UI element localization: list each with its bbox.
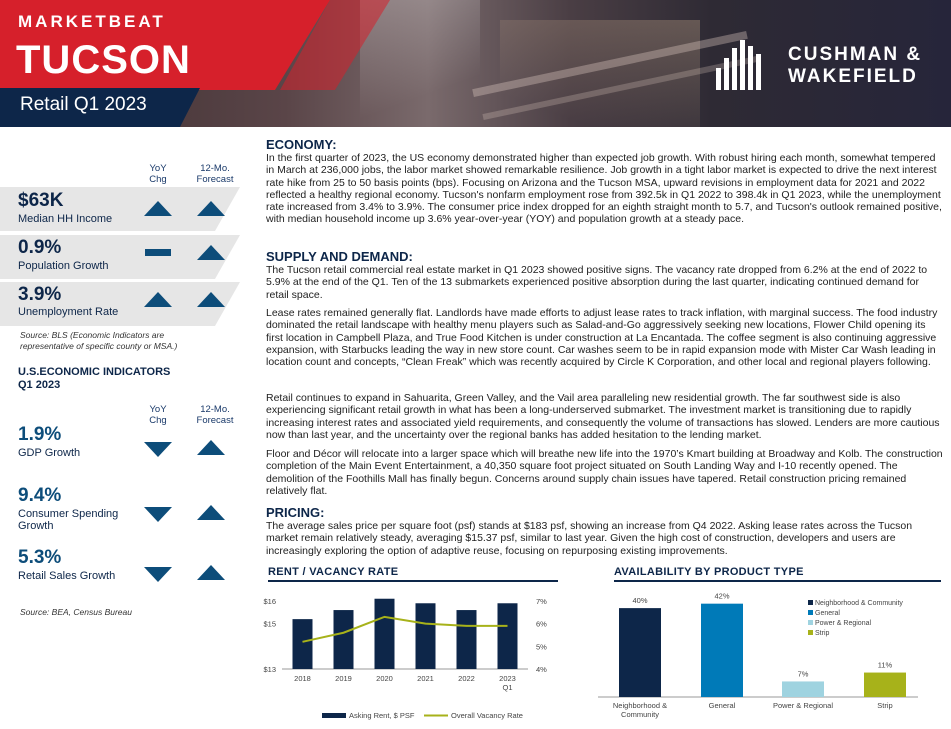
- econ-value: 9.4%: [18, 485, 62, 506]
- economy-paragraph: In the first quarter of 2023, the US economy demonstrated higher than expected job growth. With robust hiring each month, somewhat tempered in March at 236,000 jobs, the labor market showed remarkable resilience. Job growth in a tight labor market is expected to drive the next interest rate hike from 25 to 50 basis points (bps). Focusing on Arizona and the Tucson MSA, upward revisions in employment data for 2021 and 2022 reflected a healthy regional economy. Tucson's nonfarm employment rose from 392.5k in Q1 2022 to 398.4k in Q1 2023, while the unemployment rate increased from 3.4% to 3.9%. The consumer price index dropped for an eighth straight month to 5.7, and Tucson's outlook remained positive, with median household income up 3.6% year-over-year (YOY) and population growth at a steady pace.: [266, 152, 942, 226]
- econ-value: 5.3%: [18, 547, 62, 568]
- legend-swatch: [808, 600, 813, 605]
- legend-swatch: [808, 620, 813, 625]
- arrow-up-icon: [197, 565, 225, 580]
- legend-label: Strip: [815, 630, 830, 637]
- arrow-up-icon: [144, 201, 172, 216]
- indicator-label: Median HH Income: [18, 213, 113, 225]
- col-head-yoy: YoY Chg: [149, 163, 167, 185]
- indicator-label: Unemployment Rate: [18, 306, 119, 318]
- availability-bar: [701, 604, 743, 697]
- logo-text-line1: CUSHMAN &: [788, 44, 923, 65]
- legend-label-vacancy: Overall Vacancy Rate: [451, 711, 523, 720]
- y-left-tick-label: $16: [263, 597, 276, 606]
- econ-label: GDP Growth: [18, 447, 81, 459]
- legend-swatch-rent: [322, 713, 346, 718]
- chart-title-availability: AVAILABILITY BY PRODUCT TYPE: [614, 566, 804, 578]
- availability-bar: [864, 673, 906, 697]
- y-right-tick-label: 4%: [536, 665, 547, 674]
- report-subtitle: Retail Q1 2023: [20, 94, 147, 115]
- indicator-value: 3.9%: [18, 284, 62, 305]
- x-tick-label: Strip: [877, 701, 893, 710]
- us-indicators-title: U.S.ECONOMIC INDICATORS: [18, 366, 171, 378]
- data-label: 11%: [877, 660, 893, 670]
- econ-value: 1.9%: [18, 424, 62, 445]
- vacancy-line: [303, 617, 508, 642]
- x-tick-label: Neighborhood &: [612, 701, 668, 710]
- section-title-economy: ECONOMY:: [266, 137, 337, 152]
- data-label: 7%: [797, 669, 809, 679]
- arrow-down-icon: [144, 567, 172, 582]
- supply-paragraph-3: Retail continues to expand in Sahuarita, Green Valley, and the Vail area paralleling new residential growth. The far southwest side is also experiencing significant retail growth in what has been a long-underserved submarket. The investment market is transitioning due to rapidly increasing interest rates and associated yield requirements, and consequently the volume of transactions has slowed. Lenders are more cautious now than last year, and the uncertainty over the regional banks has added hesitation to the lending market.: [266, 392, 940, 441]
- arrow-up-icon: [197, 440, 225, 455]
- y-right-tick-label: 6%: [536, 619, 547, 629]
- x-tick-label: Community: [621, 710, 659, 719]
- indicator-value: 0.9%: [18, 237, 62, 258]
- indicator-label: Population Growth: [18, 260, 109, 272]
- legend-label: General: [815, 610, 840, 617]
- col-head-yoy: YoY Chg: [149, 404, 167, 426]
- legend-label: Neighborhood & Community: [815, 600, 903, 607]
- rent-bar: [416, 603, 436, 669]
- logo-text-line2: WAKEFIELD: [788, 66, 918, 87]
- chart-title-rent-vacancy: RENT / VACANCY RATE: [268, 566, 399, 578]
- x-tick-label: General: [708, 701, 736, 710]
- arrow-up-icon: [144, 292, 172, 307]
- x-tick-label: 2019: [335, 674, 352, 683]
- y-right-tick-label: 7%: [536, 597, 547, 606]
- legend-swatch: [808, 630, 813, 635]
- source-note: Source: BEA, Census Bureau: [20, 607, 132, 617]
- availability-bar: [782, 681, 824, 697]
- legend-label-rent: Asking Rent, $ PSF: [349, 711, 415, 720]
- availability-chart: [598, 585, 951, 729]
- header-banner: [0, 0, 951, 127]
- rent-bar: [293, 619, 313, 669]
- data-label: 40%: [632, 596, 648, 606]
- col-head-forecast: 12-Mo. Forecast: [196, 404, 234, 426]
- arrow-up-icon: [197, 292, 225, 307]
- data-label: 42%: [714, 591, 730, 601]
- pricing-paragraph: The average sales price per square foot (psf) stands at $183 psf, showing an increase from Q4 2022. Asking lease rates across the Tucson market remain relatively steady, averaging $15.37 psf, similar to last year. Given the high cost of construction, developers and users are increasingly exploring the option of adaptive reuse, focusing on repurposing existing improvements.: [266, 520, 913, 557]
- x-tick-label: Power & Regional: [772, 701, 834, 710]
- rent-bar: [498, 603, 518, 669]
- cushman-wakefield-logo: [712, 40, 942, 90]
- econ-label: Consumer Spending Growth: [18, 508, 119, 532]
- availability-bar: [619, 608, 661, 697]
- arrow-up-icon: [197, 245, 225, 260]
- legend-swatch: [808, 610, 813, 615]
- rent-vacancy-chart: [258, 585, 568, 729]
- flat-dash-icon: [145, 249, 171, 256]
- y-left-tick-label: $15: [263, 619, 276, 629]
- us-indicators-subtitle: Q1 2023: [18, 379, 61, 391]
- x-tick-label: Q1: [502, 683, 513, 692]
- rent-bar: [334, 610, 354, 669]
- x-tick-label: 2022: [458, 674, 475, 683]
- rent-bar: [375, 599, 395, 669]
- x-tick-label: 2023: [499, 674, 516, 683]
- arrow-up-icon: [197, 201, 225, 216]
- section-title-pricing: PRICING:: [266, 505, 325, 520]
- logo-mark-icon: [712, 40, 782, 90]
- chart-title-rule: [614, 580, 941, 582]
- y-right-tick-label: 5%: [536, 642, 547, 652]
- indicator-value: $63K: [18, 190, 64, 211]
- arrow-up-icon: [197, 505, 225, 520]
- city-title: TUCSON: [16, 38, 191, 82]
- arrow-down-icon: [144, 507, 172, 522]
- sidebar: [0, 127, 258, 729]
- rent-bar: [457, 610, 477, 669]
- section-title-supply: SUPPLY AND DEMAND:: [266, 249, 413, 264]
- report-series: MARKETBEAT: [18, 12, 166, 31]
- econ-label: Retail Sales Growth: [18, 570, 116, 582]
- x-tick-label: 2018: [294, 674, 311, 683]
- supply-paragraph-2: Lease rates remained generally flat. Landlords have made efforts to adjust lease rates to track inflation, with marginal success. The food industry dominated the retail landscape with healthy menu players such as Salad-and-Go aggressively seeking new locations, Flower Child opening its first location in Campbell Plaza, and True Food Kitchen is under construction at La Encantada. The coffee segment is also continuing aggressive expansion, with Starbucks leading the way in new store count. Car washes seem to be in rapid expansion mode with Mister Car Wash leading in location count and concepts, “Clean Freak” which was recently acquired by Circle K Corporation, and other local and regional players following.: [266, 307, 938, 369]
- x-tick-label: 2021: [417, 674, 434, 683]
- col-head-forecast: 12-Mo. Forecast: [196, 163, 234, 185]
- chart-title-rule: [268, 580, 558, 582]
- legend-label: Power & Regional: [815, 620, 872, 627]
- supply-paragraph-4: Floor and Décor will relocate into a larger space which will breathe new life into the 1970’s Kmart building at Broadway and Kolb. The construction completion of the Main Event Entertainment, a 40,350 square foot project situated on South Landing Way and I-10 recently opened. The demolition of the Foothills Mall has finally begun. Concerns around supply chain issues have tapered. Retail construction pricing remained relatively flat.: [266, 448, 943, 497]
- x-tick-label: 2020: [376, 674, 393, 683]
- source-note: Source: BLS (Economic Indicators are representative of specific county or MSA.): [20, 330, 178, 351]
- y-left-tick-label: $13: [263, 665, 276, 674]
- supply-paragraph-1: The Tucson retail commercial real estate market in Q1 2023 showed positive signs. The vacancy rate dropped from 6.2% at the end of 2022 to 5.9% at the end of the Q1. Ten of the 13 submarkets experienced positive absorption during the last quarter, indicating continued demand for retail space.: [266, 264, 928, 301]
- arrow-down-icon: [144, 442, 172, 457]
